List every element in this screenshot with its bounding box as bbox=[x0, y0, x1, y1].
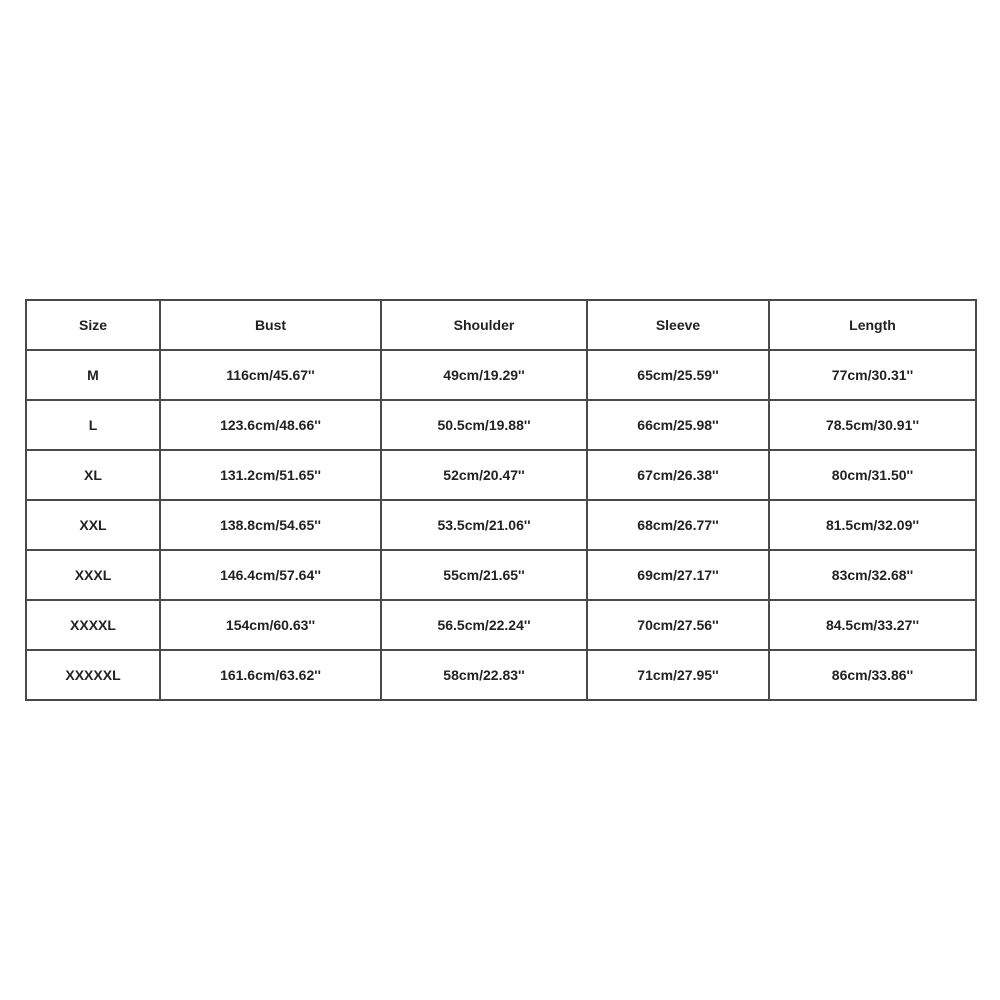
bust-cell: 123.6cm/48.66'' bbox=[160, 400, 381, 450]
bust-cell: 146.4cm/57.64'' bbox=[160, 550, 381, 600]
header-shoulder: Shoulder bbox=[381, 300, 587, 350]
shoulder-cell: 55cm/21.65'' bbox=[381, 550, 587, 600]
header-size: Size bbox=[26, 300, 160, 350]
shoulder-cell: 58cm/22.83'' bbox=[381, 650, 587, 700]
shoulder-cell: 52cm/20.47'' bbox=[381, 450, 587, 500]
sleeve-cell: 71cm/27.95'' bbox=[587, 650, 769, 700]
bust-cell: 161.6cm/63.62'' bbox=[160, 650, 381, 700]
table-row bbox=[26, 500, 976, 550]
sleeve-cell: 70cm/27.56'' bbox=[587, 600, 769, 650]
bust-cell: 138.8cm/54.65'' bbox=[160, 500, 381, 550]
length-cell: 84.5cm/33.27'' bbox=[769, 600, 976, 650]
bust-cell: 116cm/45.67'' bbox=[160, 350, 381, 400]
size-cell: XXXL bbox=[26, 550, 160, 600]
size-cell: XXXXL bbox=[26, 600, 160, 650]
header-length: Length bbox=[769, 300, 976, 350]
size-cell: L bbox=[26, 400, 160, 450]
sleeve-cell: 66cm/25.98'' bbox=[587, 400, 769, 450]
shoulder-cell: 56.5cm/22.24'' bbox=[381, 600, 587, 650]
size-chart-table bbox=[25, 299, 977, 701]
header-sleeve: Sleeve bbox=[587, 300, 769, 350]
table-row bbox=[26, 450, 976, 500]
table-row bbox=[26, 350, 976, 400]
bust-cell: 131.2cm/51.65'' bbox=[160, 450, 381, 500]
shoulder-cell: 53.5cm/21.06'' bbox=[381, 500, 587, 550]
table-row bbox=[26, 650, 976, 700]
table-row bbox=[26, 550, 976, 600]
size-cell: XL bbox=[26, 450, 160, 500]
length-cell: 77cm/30.31'' bbox=[769, 350, 976, 400]
sleeve-cell: 67cm/26.38'' bbox=[587, 450, 769, 500]
table-row bbox=[26, 400, 976, 450]
size-cell: XXL bbox=[26, 500, 160, 550]
length-cell: 86cm/33.86'' bbox=[769, 650, 976, 700]
sleeve-cell: 69cm/27.17'' bbox=[587, 550, 769, 600]
header-bust: Bust bbox=[160, 300, 381, 350]
size-cell: M bbox=[26, 350, 160, 400]
shoulder-cell: 50.5cm/19.88'' bbox=[381, 400, 587, 450]
length-cell: 78.5cm/30.91'' bbox=[769, 400, 976, 450]
table-row bbox=[26, 600, 976, 650]
length-cell: 83cm/32.68'' bbox=[769, 550, 976, 600]
header-row bbox=[26, 300, 976, 350]
sleeve-cell: 68cm/26.77'' bbox=[587, 500, 769, 550]
length-cell: 81.5cm/32.09'' bbox=[769, 500, 976, 550]
shoulder-cell: 49cm/19.29'' bbox=[381, 350, 587, 400]
bust-cell: 154cm/60.63'' bbox=[160, 600, 381, 650]
size-cell: XXXXXL bbox=[26, 650, 160, 700]
sleeve-cell: 65cm/25.59'' bbox=[587, 350, 769, 400]
length-cell: 80cm/31.50'' bbox=[769, 450, 976, 500]
